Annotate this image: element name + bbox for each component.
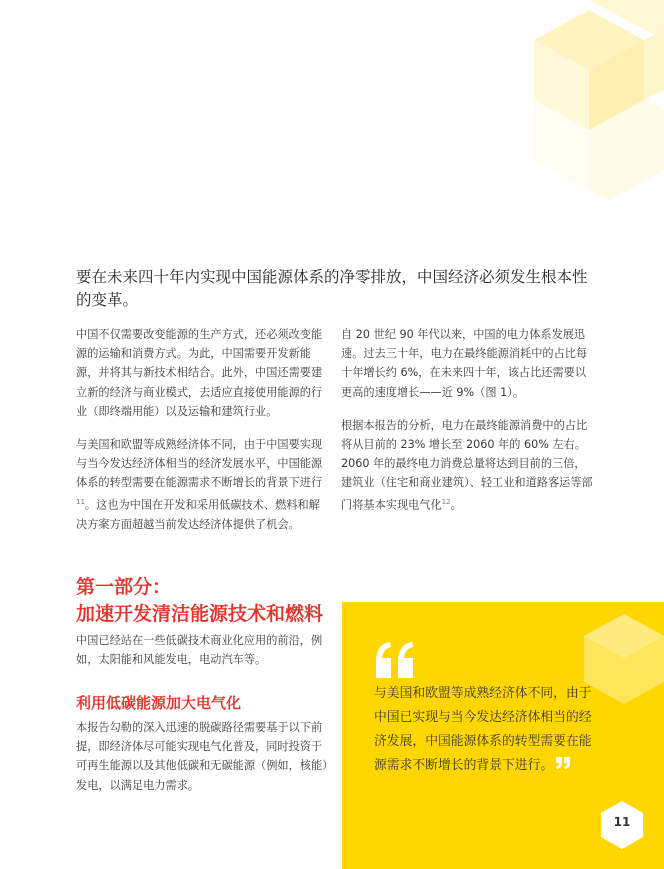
left-column [76, 325, 328, 548]
left-paragraph-1: 中国不仅需要改变能源的生产方式，还必须改变能源的运输和消费方式。为此，中国需要开发新能源，并将其与新技术相结合。此外，中国还需要建立新的经济与商业模式，去适应直接使用能源的行业（即终端用能）以及运输和建筑行业。 [76, 328, 323, 418]
page-number: 11 [613, 815, 631, 829]
subsection-heading: 利用低碳能源加大电气化 [76, 694, 242, 712]
part-heading-line2: 加速开发清洁能源技术和燃料 [76, 603, 324, 625]
page-number-badge [600, 800, 644, 850]
part-heading [76, 574, 346, 628]
part-intro: 中国已经站在一些低碳技术商业化应用的前沿，例如，太阳能和风能发电，电动汽车等。 [76, 634, 323, 667]
footnote-ref-11[interactable]: 11 [76, 497, 85, 506]
right-paragraph-2: 根据本报告的分析，电力在最终能源消费中的占比将从目前的 23% 增长至 2060 年的 60% 左右。2060 年的最终电力消费总量将达到目前的三倍，建筑业（住宅和商业建筑）、轻工业和道路客运等部门将基本实现电气化$^{12}$。 [341, 418, 593, 512]
part-heading-line1: 第一部分： [76, 576, 172, 598]
close-quote-icon [555, 757, 571, 769]
cube-decoration [514, 0, 664, 200]
lead-paragraph: 要在未来四十年内实现中国能源体系的净零排放，中国经济必须发生根本性的变革。 [76, 268, 588, 309]
right-paragraph-1: 自 20 世纪 90 年代以来，中国的电力体系发展迅速。过去三十年，电力在最终能源消耗中的占比每十年增长约 6%，在未来四十年，该占比还需要以更高的速度增长——近 9%（图 1）。 [341, 328, 588, 399]
open-quote-icon [372, 640, 418, 680]
left-paragraph-2: 与美国和欧盟等成熟经济体不同，由于中国要实现与当今发达经济体相当的经济发展水平，中国能源体系的转型需要在能源需求不断增长的背景下进行$^{11}$。这也为中国在开发和采用低碳技术、燃料和解决方案方面超越当前发达经济体提供了机会。 [76, 438, 323, 531]
footnote-ref-12[interactable]: 12 [441, 497, 451, 506]
pull-quote-text: 与美国和欧盟等成熟经济体不同，由于中国已实现与当今发达经济体相当的经济发展，中国能源体系的转型需要在能源需求不断增长的背景下进行。 [374, 686, 592, 773]
right-column [341, 325, 593, 529]
subsection-body: 本报告勾勒的深入迅速的脱碳路径需要基于以下前提，即经济体尽可能实现电气化普及，同时投资于可再生能源以及其他低碳和无碳能源（例如，核能）发电，以满足电力需求。 [76, 721, 328, 792]
